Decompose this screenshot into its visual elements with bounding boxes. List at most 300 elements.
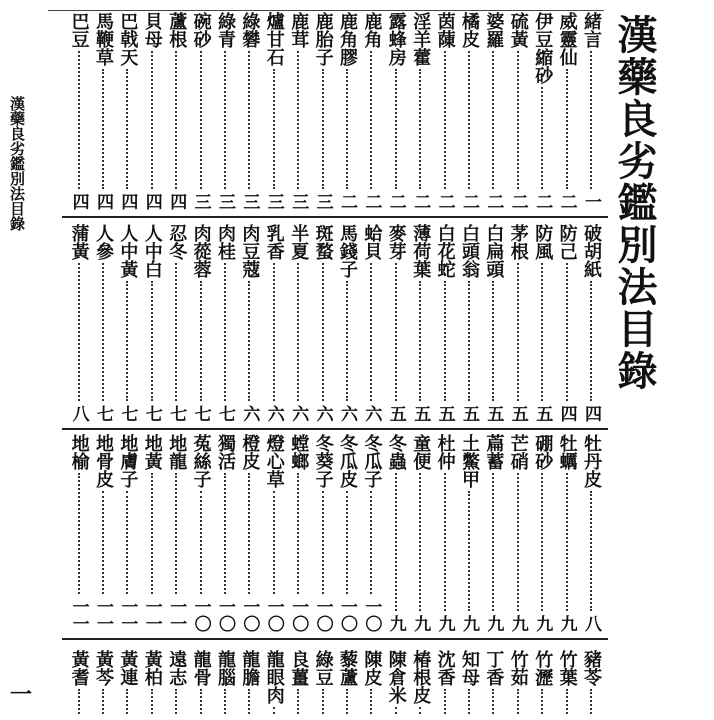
entry-name: 沈香 [434, 650, 456, 686]
entry-page-number: 九 [459, 615, 479, 632]
entry-name: 地黃 [141, 434, 163, 470]
entry-name: 螳螂 [288, 434, 310, 470]
entry-name: 地榆 [68, 434, 90, 470]
entry-page-number: 九 [385, 615, 406, 632]
entry-name: 橘皮 [459, 12, 480, 48]
entry-page-number: 一〇 [288, 598, 309, 632]
toc-entry [434, 12, 456, 210]
leader-dots [102, 263, 104, 401]
leader-dots [200, 281, 202, 401]
entry-name: 龍膽 [239, 650, 261, 686]
entry-name: 丁香 [483, 650, 505, 686]
entry-page-number: 二 [532, 193, 553, 210]
toc-entry [507, 650, 529, 718]
toc-entry [92, 650, 114, 718]
entry-name: 黃柏 [141, 650, 163, 686]
entry-name: 黃耆 [68, 650, 90, 686]
leader-dots [126, 281, 128, 401]
running-head: 漢藥良劣鑑別法目錄 [8, 96, 26, 231]
toc-entry [92, 434, 114, 632]
entry-name: 硼砂 [532, 434, 554, 470]
entry-page-number: 七 [166, 405, 187, 422]
leader-dots [175, 51, 177, 189]
toc-entry [141, 434, 163, 632]
leader-dots [541, 689, 543, 714]
leader-dots [297, 473, 299, 594]
entry-name: 陳皮 [361, 650, 383, 686]
toc-entry [165, 434, 187, 632]
toc-title: 漢藥良劣鑑別法目錄 [611, 14, 658, 392]
entry-name: 巴戟天 [117, 12, 139, 66]
toc-entry [238, 434, 260, 632]
entry-name: 鹿角膠 [337, 12, 358, 66]
entry-page-number: 五 [483, 405, 504, 422]
entry-page-number: 九 [507, 615, 528, 632]
entry-page-number: 一〇 [190, 598, 211, 632]
entry-page-number: 一一 [68, 598, 89, 632]
entry-name: 蘆根 [166, 12, 188, 48]
toc-entry [360, 12, 382, 210]
leader-dots [566, 69, 568, 189]
entry-name: 半夏 [288, 224, 310, 260]
leader-dots [175, 263, 177, 401]
entry-page-number: 一一 [141, 598, 162, 632]
toc-entry [312, 224, 334, 422]
entry-page-number: 一一 [93, 598, 113, 632]
entry-page-number: 一〇 [239, 598, 260, 632]
toc-entry [531, 12, 553, 210]
toc-entry [360, 224, 382, 422]
entry-page-number: 九 [483, 615, 504, 632]
toc-entry [214, 224, 236, 422]
entry-name: 陳倉米 [385, 650, 407, 704]
entry-name: 良薑 [288, 650, 310, 686]
entry-page-number: 六 [288, 405, 309, 422]
entry-name: 黃芩 [93, 650, 114, 686]
entry-name: 斑蝥 [312, 224, 334, 260]
toc-entry [482, 434, 504, 632]
toc-entry [556, 434, 578, 632]
toc-entry [287, 12, 309, 210]
entry-name: 白扁頭 [483, 224, 505, 278]
toc-entry [482, 650, 504, 718]
leader-dots [126, 491, 128, 594]
leader-dots [346, 69, 348, 189]
toc-entry [141, 224, 163, 422]
entry-name: 蒲黃 [68, 224, 90, 260]
leader-dots [566, 689, 568, 714]
leader-dots [224, 263, 226, 401]
leader-dots [322, 491, 324, 594]
entry-name: 鹿茸 [288, 12, 310, 48]
entry-name: 杜仲 [434, 434, 456, 470]
toc-entry [556, 224, 578, 422]
entry-page-number: 三 [215, 193, 235, 210]
toc-entry [409, 650, 431, 718]
leader-dots [370, 51, 372, 189]
toc-entry [531, 650, 553, 718]
toc-entry [385, 434, 407, 632]
leader-dots [78, 689, 80, 714]
entry-page-number: 二 [434, 193, 455, 210]
leader-dots [492, 689, 494, 714]
entry-name: 萹蓄 [483, 434, 505, 470]
top-rule [48, 10, 604, 11]
toc-entry [116, 224, 138, 422]
entry-page-number: 三 [263, 193, 284, 210]
toc-entry [360, 650, 382, 718]
entry-page-number: 九 [434, 615, 455, 632]
entry-name: 獨活 [215, 434, 236, 470]
entry-name: 冬瓜子 [361, 434, 383, 488]
leader-dots [78, 51, 80, 189]
leader-dots [126, 689, 128, 714]
toc-entry [336, 434, 358, 632]
entry-name: 地骨皮 [93, 434, 114, 488]
toc-entry [238, 12, 260, 210]
entry-page-number: 四 [117, 193, 138, 210]
entry-name: 緒言 [581, 12, 602, 48]
entry-page-number: 一〇 [215, 598, 235, 632]
leader-dots [102, 491, 104, 594]
leader-dots [517, 263, 519, 401]
entry-page-number: 二 [556, 193, 577, 210]
leader-dots [395, 69, 397, 189]
toc-entry [580, 434, 602, 632]
entry-name: 地膚子 [117, 434, 139, 488]
entry-page-number: 八 [68, 405, 89, 422]
entry-page-number: 七 [117, 405, 138, 422]
entry-name: 菟絲子 [190, 434, 212, 488]
leader-dots [151, 689, 153, 714]
toc-entry [116, 12, 138, 210]
entry-page-number: 二 [410, 193, 431, 210]
toc-entry [214, 434, 236, 632]
entry-page-number: 三 [288, 193, 309, 210]
toc-entry [68, 12, 90, 210]
toc-entry [190, 434, 212, 632]
entry-name: 婆羅 [483, 12, 505, 48]
entry-name: 鹿角 [361, 12, 383, 48]
entry-name: 麥芽 [385, 224, 407, 260]
entry-name: 牡蠣 [556, 434, 578, 470]
toc-entry [336, 12, 358, 210]
toc-entry [409, 434, 431, 632]
leader-dots [273, 263, 275, 401]
entry-name: 馬鞭草 [93, 12, 114, 66]
toc-entry [263, 224, 285, 422]
entry-name: 防己 [556, 224, 578, 260]
entry-page-number: 三 [190, 193, 211, 210]
entry-page-number: 四 [581, 405, 601, 422]
entry-page-number: 六 [337, 405, 357, 422]
leader-dots [151, 51, 153, 189]
entry-name: 冬瓜皮 [337, 434, 358, 488]
leader-dots [200, 51, 202, 189]
leader-dots [468, 281, 470, 401]
toc-entry [580, 224, 602, 422]
toc-entry [531, 434, 553, 632]
leader-dots [541, 87, 543, 189]
leader-dots [200, 689, 202, 714]
entry-page-number: 四 [68, 193, 89, 210]
entry-page-number: 一〇 [312, 598, 333, 632]
entry-page-number: 四 [556, 405, 577, 422]
leader-dots [224, 473, 226, 594]
toc-entry [556, 12, 578, 210]
tier-rule [62, 428, 608, 430]
toc-entry [458, 224, 480, 422]
entry-name: 白頭翁 [459, 224, 480, 278]
toc-entry [190, 12, 212, 210]
entry-name: 白花蛇 [434, 224, 456, 278]
toc-entry [336, 650, 358, 718]
entry-page-number: 七 [215, 405, 235, 422]
entry-page-number: 一 [581, 193, 601, 210]
entry-name: 橙皮 [239, 434, 261, 470]
toc-entry [116, 434, 138, 632]
entry-page-number: 一一 [166, 598, 187, 632]
entry-name: 防風 [532, 224, 554, 260]
toc-entry [238, 650, 260, 718]
tier-rule [62, 638, 608, 640]
toc-entry [116, 650, 138, 718]
leader-dots [541, 263, 543, 401]
toc-entry [287, 434, 309, 632]
entry-page-number: 一〇 [263, 598, 284, 632]
toc-entry [287, 224, 309, 422]
entry-name: 龍眼肉 [263, 650, 285, 704]
entry-name: 忍冬 [166, 224, 188, 260]
entry-page-number: 一〇 [337, 598, 357, 632]
entry-page-number: 九 [410, 615, 431, 632]
leader-dots [444, 281, 446, 401]
toc-entry [214, 12, 236, 210]
leader-dots [78, 263, 80, 401]
toc-entry [482, 12, 504, 210]
toc-entry [190, 224, 212, 422]
entry-page-number: 四 [93, 193, 113, 210]
entry-name: 人參 [93, 224, 114, 260]
leader-dots [370, 263, 372, 401]
tier-rule [62, 216, 608, 218]
leader-dots [322, 689, 324, 714]
entry-name: 綠青 [215, 12, 236, 48]
leader-dots [102, 689, 104, 714]
leader-dots [273, 491, 275, 594]
leader-dots [297, 689, 299, 714]
leader-dots [444, 473, 446, 611]
leader-dots [322, 263, 324, 401]
leader-dots [566, 263, 568, 401]
entry-name: 鹿胎子 [312, 12, 334, 66]
leader-dots [468, 51, 470, 189]
entry-name: 硫黃 [507, 12, 529, 48]
toc-entry [214, 650, 236, 718]
toc-entry [287, 650, 309, 718]
toc-entry [385, 224, 407, 422]
entry-page-number: 四 [141, 193, 162, 210]
entry-page-number: 九 [532, 615, 553, 632]
entry-name: 燈心草 [263, 434, 285, 488]
toc-entry [263, 434, 285, 632]
entry-page-number: 六 [312, 405, 333, 422]
entry-page-number: 二 [483, 193, 504, 210]
leader-dots [322, 69, 324, 189]
entry-page-number: 六 [361, 405, 382, 422]
toc-entry [312, 12, 334, 210]
leader-dots [492, 281, 494, 401]
toc-entry [360, 434, 382, 632]
toc-entry [190, 650, 212, 718]
entry-page-number: 一〇 [361, 598, 382, 632]
leader-dots [151, 281, 153, 401]
entry-page-number: 四 [166, 193, 187, 210]
entry-page-number: 六 [239, 405, 260, 422]
entry-page-number: 五 [410, 405, 431, 422]
leader-dots [248, 689, 250, 714]
toc-entry [531, 224, 553, 422]
leader-dots [370, 689, 372, 714]
entry-page-number: 一一 [117, 598, 138, 632]
toc-entry [336, 224, 358, 422]
leader-dots [468, 689, 470, 714]
leader-dots [444, 689, 446, 714]
leader-dots [248, 281, 250, 401]
toc-entry [507, 12, 529, 210]
entry-name: 破胡紙 [581, 224, 602, 278]
entry-name: 芒硝 [507, 434, 529, 470]
leader-dots [248, 473, 250, 594]
leader-dots [419, 473, 421, 611]
toc-entry [458, 434, 480, 632]
entry-page-number: 八 [581, 615, 601, 632]
toc-entry [434, 434, 456, 632]
leader-dots [248, 51, 250, 189]
leader-dots [370, 491, 372, 594]
leader-dots [78, 473, 80, 594]
leader-dots [419, 707, 421, 714]
entry-name: 爐甘石 [263, 12, 285, 66]
toc-entry [482, 224, 504, 422]
leader-dots [590, 689, 592, 714]
toc-entry [580, 650, 602, 718]
entry-name: 藜蘆 [337, 650, 358, 686]
entry-name: 冬蟲 [385, 434, 407, 470]
toc-entry [507, 224, 529, 422]
entry-page-number: 五 [385, 405, 406, 422]
entry-name: 肉豆蔻 [239, 224, 261, 278]
entry-page-number: 五 [532, 405, 553, 422]
entry-name: 竹葉 [556, 650, 578, 686]
entry-name: 薄荷葉 [410, 224, 432, 278]
leader-dots [273, 69, 275, 189]
toc-entry [92, 224, 114, 422]
leader-dots [126, 69, 128, 189]
entry-name: 人中黃 [117, 224, 139, 278]
toc-entry [141, 650, 163, 718]
page-number: 一 [10, 682, 33, 708]
entry-name: 綠豆 [312, 650, 334, 686]
leader-dots [224, 689, 226, 714]
leader-dots [492, 51, 494, 189]
leader-dots [541, 473, 543, 611]
entry-page-number: 七 [93, 405, 113, 422]
toc-entry [68, 224, 90, 422]
leader-dots [273, 707, 275, 714]
entry-page-number: 五 [434, 405, 455, 422]
toc-entry [434, 650, 456, 718]
leader-dots [395, 707, 397, 714]
entry-name: 龍腦 [215, 650, 236, 686]
leader-dots [492, 473, 494, 611]
entry-name: 馬錢子 [337, 224, 358, 278]
leader-dots [517, 689, 519, 714]
entry-name: 茅根 [507, 224, 529, 260]
toc-entry [68, 650, 90, 718]
leader-dots [517, 473, 519, 611]
leader-dots [444, 51, 446, 189]
leader-dots [346, 281, 348, 401]
leader-dots [102, 69, 104, 189]
entry-name: 肉蓯蓉 [190, 224, 212, 278]
entry-name: 土鱉甲 [459, 434, 480, 488]
leader-dots [517, 51, 519, 189]
toc-entry [92, 12, 114, 210]
entry-name: 淫羊藿 [410, 12, 432, 66]
leader-dots [224, 51, 226, 189]
entry-page-number: 二 [337, 193, 357, 210]
leader-dots [297, 51, 299, 189]
toc-entry [580, 12, 602, 210]
leader-dots [419, 281, 421, 401]
entry-name: 伊豆縮砂 [532, 12, 554, 84]
entry-name: 竹茹 [507, 650, 529, 686]
entry-name: 巴豆 [68, 12, 90, 48]
entry-name: 威靈仙 [556, 12, 578, 66]
entry-name: 知母 [459, 650, 480, 686]
entry-page-number: 三 [239, 193, 260, 210]
toc-entry [458, 12, 480, 210]
entry-page-number: 七 [141, 405, 162, 422]
leader-dots [346, 689, 348, 714]
entry-page-number: 五 [459, 405, 479, 422]
entry-page-number: 九 [556, 615, 577, 632]
leader-dots [151, 473, 153, 594]
leader-dots [395, 263, 397, 401]
leader-dots [590, 491, 592, 611]
leader-dots [346, 491, 348, 594]
entry-page-number: 五 [507, 405, 528, 422]
entry-page-number: 三 [312, 193, 333, 210]
toc-entry [141, 12, 163, 210]
entry-name: 碗砂 [190, 12, 212, 48]
toc-entry [312, 434, 334, 632]
toc-entry [507, 434, 529, 632]
entry-page-number: 二 [361, 193, 382, 210]
toc-entry [165, 12, 187, 210]
leader-dots [297, 263, 299, 401]
entry-name: 地龍 [166, 434, 188, 470]
entry-page-number: 七 [190, 405, 211, 422]
entry-name: 豬苓 [581, 650, 602, 686]
entry-name: 露蜂房 [385, 12, 407, 66]
toc-entry [556, 650, 578, 718]
toc-entry [409, 12, 431, 210]
leader-dots [395, 473, 397, 611]
leader-dots [175, 473, 177, 594]
toc-entry [263, 12, 285, 210]
